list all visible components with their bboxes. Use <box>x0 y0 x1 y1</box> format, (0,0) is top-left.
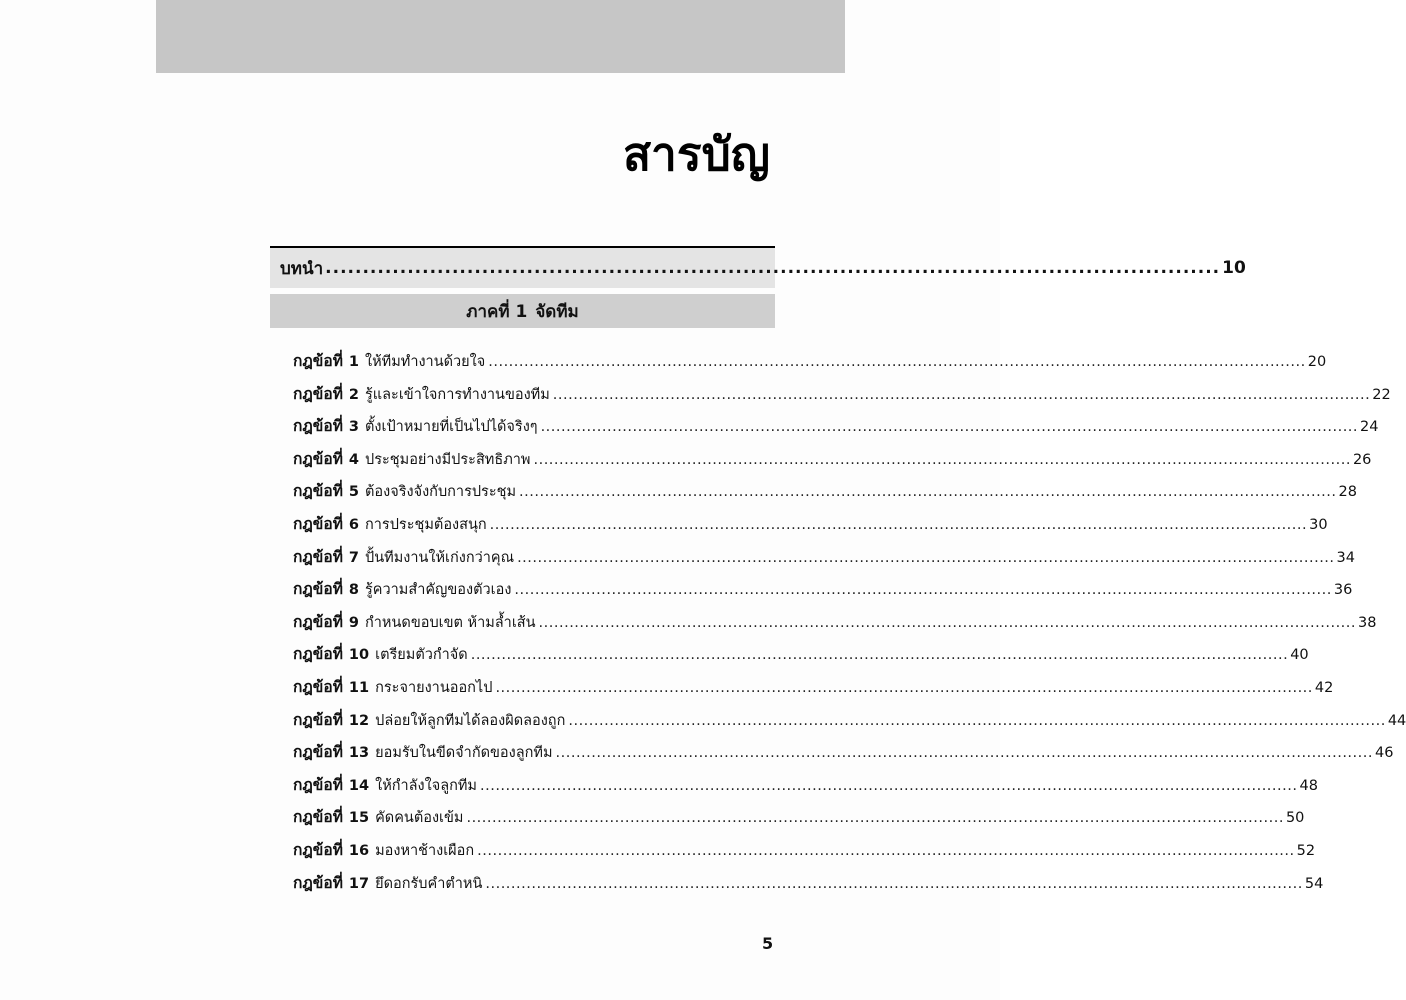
entry-page: 38 <box>1358 614 1377 631</box>
rule-number: 10 <box>348 647 370 664</box>
part-heading <box>270 294 775 328</box>
entry-page: 46 <box>1374 745 1394 762</box>
leader-dots: ................................................................................................................................................................ <box>552 386 1371 403</box>
rule-title: ยอมรับในขีดจำกัดของลูกทีม <box>375 745 553 762</box>
toc-entry <box>293 478 1357 511</box>
rule-title: ต้องจริงจังกับการประชุม <box>365 484 517 501</box>
rule-number: 14 <box>348 777 370 794</box>
entry-page: 40 <box>1290 647 1309 664</box>
intro-page: 10 <box>1222 258 1246 278</box>
leader-dots: ................................................................................................................................................................ <box>568 712 1386 729</box>
toc-entry <box>293 739 1394 772</box>
rule-prefix: กฎข้อที่ <box>293 514 343 533</box>
rule-prefix: กฎข้อที่ <box>293 775 343 794</box>
toc-entry <box>293 772 1318 805</box>
entry-page: 44 <box>1387 712 1406 729</box>
rule-prefix: กฎข้อที่ <box>293 873 343 892</box>
rule-number: 13 <box>348 745 370 762</box>
toc-entry <box>293 446 1372 479</box>
rule-prefix: กฎข้อที่ <box>293 547 343 566</box>
rule-title: ให้ทีมทำงานด้วยใจ <box>365 354 486 370</box>
rule-number: 16 <box>348 842 370 859</box>
rule-number: 3 <box>348 419 360 436</box>
entry-page: 22 <box>1372 386 1391 403</box>
leader-dots: ................................................................................................................................................................ <box>485 875 1303 892</box>
part-label: ภาคที่ 1 <box>466 301 528 322</box>
entry-page: 34 <box>1336 549 1355 566</box>
entry-page: 52 <box>1296 842 1316 859</box>
rule-title: ให้กำลังใจลูกทีม <box>375 777 477 794</box>
toc-entry <box>293 641 1309 674</box>
toc-entry <box>293 544 1355 577</box>
rule-prefix: กฎข้อที่ <box>293 449 343 468</box>
rule-title: เตรียมตัวกำจัด <box>375 647 468 664</box>
leader-dots: ................................................................................................................................................................ <box>514 582 1332 599</box>
entry-page: 54 <box>1304 875 1324 892</box>
rule-prefix: กฎข้อที่ <box>293 352 343 370</box>
entry-page: 24 <box>1360 419 1379 436</box>
leader-dots: ........................................................................................................................ <box>325 258 1221 278</box>
rule-prefix: กฎข้อที่ <box>293 612 343 631</box>
entry-page: 36 <box>1333 582 1353 599</box>
rule-prefix: กฎข้อที่ <box>293 808 343 827</box>
rule-number: 17 <box>348 875 370 892</box>
entry-page: 30 <box>1309 516 1328 533</box>
rule-number: 15 <box>348 810 370 827</box>
toc-entry <box>293 348 1327 381</box>
leader-dots: ................................................................................................................................................................ <box>466 810 1284 827</box>
leader-dots: ................................................................................................................................................................ <box>555 745 1373 762</box>
rule-number: 7 <box>348 549 360 566</box>
part-name: จัดทีม <box>535 301 579 322</box>
rule-title: ปั้นทีมงานให้เก่งกว่าคุณ <box>365 549 515 566</box>
entry-page: 20 <box>1307 354 1327 370</box>
entry-page: 26 <box>1352 451 1372 468</box>
rule-title: ตั้งเป้าหมายที่เป็นไปได้จริงๆ <box>365 419 538 436</box>
rule-prefix: กฎข้อที่ <box>293 384 343 403</box>
page-number: 5 <box>762 934 774 953</box>
rule-title: กระจายงานออกไป <box>375 679 493 696</box>
toc-entry <box>293 707 1406 740</box>
header-band <box>156 0 845 73</box>
toc-entry <box>293 804 1305 837</box>
rule-number: 11 <box>348 679 370 696</box>
leader-dots: ................................................................................................................................................................ <box>489 516 1308 533</box>
toc-entry <box>293 837 1316 870</box>
rule-prefix: กฎข้อที่ <box>293 482 343 501</box>
toc-entry <box>293 674 1334 707</box>
toc-entry <box>293 381 1391 414</box>
rule-title: คัดคนต้องเข้ม <box>375 810 464 827</box>
rule-prefix: กฎข้อที่ <box>293 417 343 436</box>
entry-page: 28 <box>1338 484 1357 501</box>
rule-title: กำหนดขอบเขต ห้ามล้ำเส้น <box>365 614 536 631</box>
entry-page: 42 <box>1314 679 1334 696</box>
leader-dots: ................................................................................................................................................................ <box>470 647 1289 664</box>
rule-prefix: กฎข้อที่ <box>293 743 343 762</box>
toc-entry <box>293 870 1324 903</box>
leader-dots: ................................................................................................................................................................ <box>517 549 1335 566</box>
leader-dots: ................................................................................................................................................................ <box>533 451 1351 468</box>
rule-number: 12 <box>348 712 370 729</box>
rule-prefix: กฎข้อที่ <box>293 840 343 859</box>
rule-title: ยึดอกรับคำตำหนิ <box>375 875 483 892</box>
leader-dots: ................................................................................................................................................................ <box>477 842 1295 859</box>
entry-page: 48 <box>1299 777 1318 794</box>
rule-number: 8 <box>348 582 360 599</box>
rule-number: 5 <box>348 484 360 501</box>
rule-number: 9 <box>348 614 360 631</box>
page-title: สารบัญ <box>622 127 770 181</box>
rule-number: 1 <box>348 354 360 370</box>
intro-label: บทนำ <box>280 258 324 279</box>
rule-title: การประชุมต้องสนุก <box>365 516 487 533</box>
rule-prefix: กฎข้อที่ <box>293 580 343 599</box>
rule-title: ปล่อยให้ลูกทีมได้ลองผิดลองถูก <box>375 712 566 729</box>
rule-number: 2 <box>348 386 360 403</box>
leader-dots: ................................................................................................................................................................ <box>480 777 1298 794</box>
rule-prefix: กฎข้อที่ <box>293 677 343 696</box>
leader-dots: ................................................................................................................................................................ <box>538 614 1357 631</box>
leader-dots: ................................................................................................................................................................ <box>488 354 1306 370</box>
rule-title: มองหาช้างเผือก <box>375 842 475 859</box>
rule-number: 6 <box>348 516 360 533</box>
rule-prefix: กฎข้อที่ <box>293 710 343 729</box>
entry-page: 50 <box>1285 810 1305 827</box>
leader-dots: ................................................................................................................................................................ <box>495 679 1313 696</box>
toc-intro-row <box>270 246 1246 288</box>
toc-list <box>293 348 1406 902</box>
leader-dots: ................................................................................................................................................................ <box>519 484 1337 501</box>
toc-entry <box>293 609 1377 642</box>
leader-dots: ................................................................................................................................................................ <box>540 419 1359 436</box>
rule-number: 4 <box>348 451 360 468</box>
rule-prefix: กฎข้อที่ <box>293 645 343 664</box>
toc-entry <box>293 413 1379 446</box>
rule-title: รู้ความสำคัญของตัวเอง <box>365 582 512 599</box>
toc-entry <box>293 511 1328 544</box>
rule-title: รู้และเข้าใจการทำงานของทีม <box>365 386 550 403</box>
rule-title: ประชุมอย่างมีประสิทธิภาพ <box>365 451 531 468</box>
toc-entry <box>293 576 1353 609</box>
